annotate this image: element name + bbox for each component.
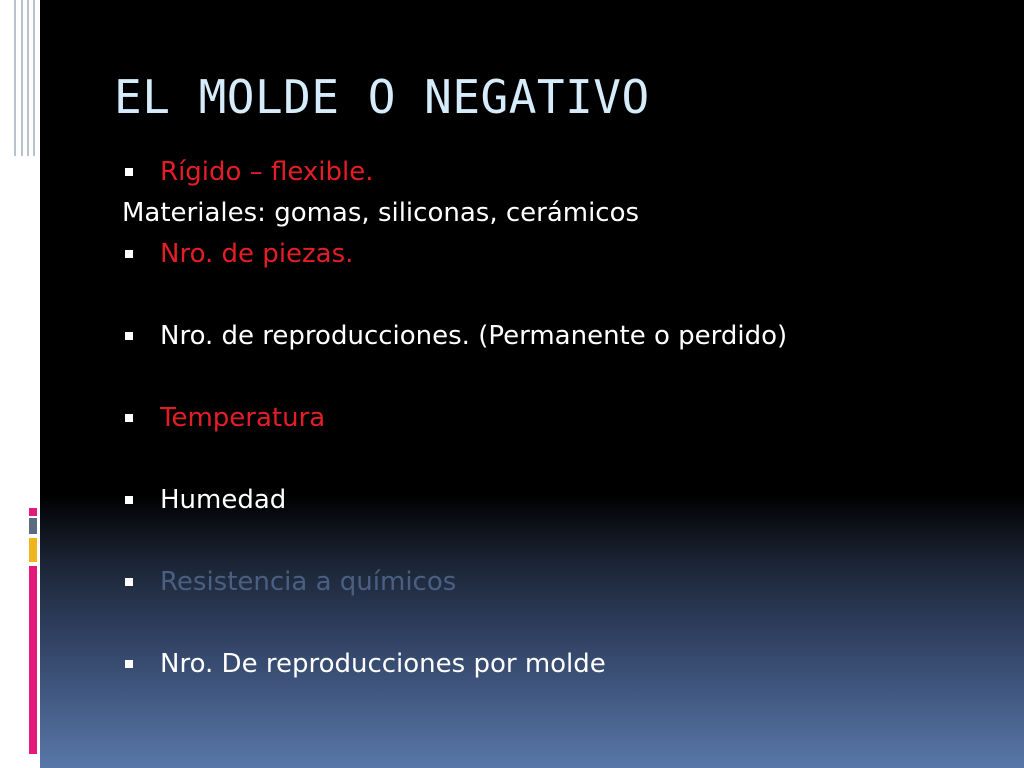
bullet-icon [125,496,133,504]
list-item-text: Rígido – flexible. [160,157,374,187]
stripe-line [33,0,35,156]
list-item-text: Temperatura [160,403,326,433]
slide-title: EL MOLDE O NEGATIVO [114,70,650,124]
bullet-icon [125,168,133,176]
bullet-icon [125,660,133,668]
stripe-line [14,0,16,156]
bullet-icon [125,332,133,340]
accent-yellow-block [29,538,37,562]
list-item [122,644,982,685]
left-stripes-decoration [0,0,40,156]
list-item [122,562,982,603]
list-item [122,193,982,234]
list-item-text: Resistencia a químicos [160,567,457,597]
list-item [122,234,982,275]
left-decorative-strip [0,0,40,768]
list-item [122,480,982,521]
bullet-icon [125,578,133,586]
accent-gray-block [29,518,37,534]
stripe-line [27,0,29,156]
list-item-text: Materiales: gomas, siliconas, cerámicos [122,198,640,228]
accent-pink-top [29,508,37,516]
list-item-text: Humedad [160,485,287,515]
list-item-text: Nro. De reproducciones por molde [160,649,606,679]
list-item [122,398,982,439]
list-item [122,152,982,193]
stripe-line [21,0,23,156]
slide-content [122,152,982,685]
list-item-text: Nro. de piezas. [160,239,354,269]
bullet-icon [125,250,133,258]
list-item-text: Nro. de reproducciones. (Permanente o perdido) [160,321,788,351]
bullet-icon [125,414,133,422]
accent-pink-bar [29,566,37,754]
list-item [122,316,982,357]
